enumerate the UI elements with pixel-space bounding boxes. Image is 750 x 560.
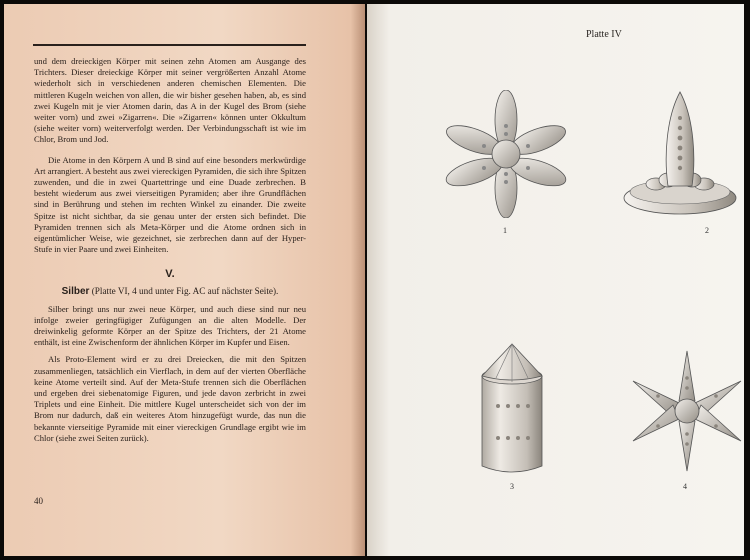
paragraph: Silber bringt uns nur zwei neue Körper, und auch diese sind nur neu infolge zweier geringfügiger Zufügungen an die alten Modelle. Der dreiwinkelig geformte Körper an der Spitze des Trichters, der 21 Atome enthält, ist eine Zwischenform der ähnlichen Körper im Kupfer und Eisen.: [34, 303, 306, 348]
section-title-bold: Silber: [61, 285, 90, 297]
section-title-rest: (Platte VI, 4 und unter Fig. AC auf nächster Seite).: [89, 285, 279, 296]
section-title: [34, 285, 306, 298]
paragraph: und dem dreieckigen Körper mit seinen zehn Atomen am Ausgange des Trichters. Dieser dreieckige Körper mit seiner vergrößerten Anzahl Atome wiederholt sich in verschiedenen anderen chemischen Elementen. Die mittleren Kugeln weichen von allen, die wir bisher gesehen haben, ab, es sind zwei Kugeln mit je vier Atomen darin, das A in der Kugel des Brom (siehe weiter vorn) und zwei »Zigarren«. Die »Zigarren« können unter Okkultum (siehe weiter vorn) weiterverfolgt werden. Der Verbindungsschaft ist wie im Chlor, Brom und Jod.: [34, 56, 306, 145]
plate-title: Platte IV: [586, 29, 622, 40]
paragraph: Als Proto-Element wird er zu drei Dreiecken, die mit den Spitzen zusammenliegen, tatsächlich ein Vierflach, in dem auf der vierten Oberfläche keine Atome verteilt sind. Auf der Meta-Stufe trennen sich die Oberflächen und ergeben drei siebenatomige Figuren, und jede davon zerbricht in zwei Triplets und eine Einheit. Die mittlere Kugel unterscheidet sich von der im Brom nur dadurch, daß ein weiteres Atom hinzugefügt wurde, das nun die bekannte vierseitige Pyramide mit einer viereckigen Grundlage ergibt wie im Chlor (siehe zwei Seiten zurück).: [34, 354, 306, 443]
section-number: V.: [165, 268, 175, 281]
cigar-on-pedestal-icon: [620, 88, 740, 220]
figure-number: 3: [510, 482, 514, 491]
header-rule: [33, 44, 306, 46]
figure-number: 4: [683, 482, 687, 491]
six-petal-star-icon: [444, 90, 568, 218]
book-spread: [4, 4, 744, 556]
left-page: [4, 4, 365, 556]
figure-number: 2: [705, 226, 709, 235]
paragraph: Die Atome in den Körpern A und B sind auf eine besonders merkwürdige Art arrangiert. A besteht aus zwei viereckigen Pyramiden, die sich ihre Spitzen zuwenden, und die in zwei Quartettringe und eine Duade zerbrechen. B besteht wiederum aus zwei vierseitigen Pyramiden; aber ihre Grundflächen sind in Berührung und stehen im rechten Winkel zu einander. Die zweite Spitze ist nicht sichtbar, da sie genau unter der ersten sich befindet. Die Pyramiden trennen sich als Meta-Körper und die Atome ordnen sich in eigentümlicher Weise, wie gezeichnet, sie zerbrechen dann auf der Hyper-Stufe in vier Paare und zwei Einheiten.: [34, 154, 306, 255]
cylinder-with-cone-icon: [474, 340, 550, 478]
figure-number: 1: [503, 226, 507, 235]
page-number: 40: [34, 496, 43, 506]
six-pointed-star-icon: [628, 348, 746, 474]
body-text: [34, 56, 306, 444]
